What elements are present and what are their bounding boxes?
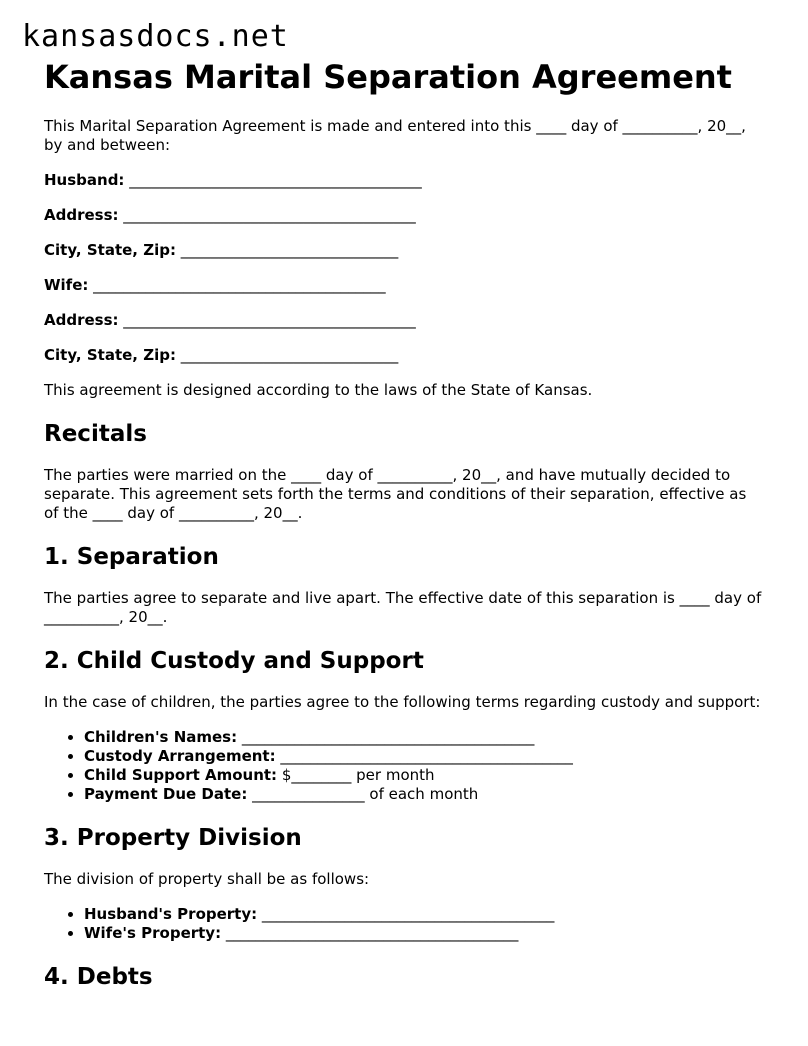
field-label: Wife: xyxy=(44,276,89,294)
property-list xyxy=(44,905,764,943)
party-field-husband-address xyxy=(44,206,764,225)
item-label: Payment Due Date: xyxy=(84,785,248,803)
party-field-husband-city xyxy=(44,241,764,260)
recitals-heading: Recitals xyxy=(44,421,147,447)
custody-paragraph: In the case of children, the parties agree to the following terms regarding custody and support: xyxy=(44,693,761,711)
item-value: _______________ of each month xyxy=(252,785,479,803)
custody-list xyxy=(44,728,764,804)
fill-blank: _____________________________ xyxy=(180,346,399,364)
list-item xyxy=(84,924,764,943)
item-value: _______________________________________ xyxy=(280,747,573,765)
list-item xyxy=(84,766,764,785)
document-title: Kansas Marital Separation Agreement xyxy=(44,58,732,96)
debts-heading: 4. Debts xyxy=(44,964,153,990)
item-label: Wife's Property: xyxy=(84,924,222,942)
item-value: _______________________________________ xyxy=(241,728,535,746)
item-label: Child Support Amount: xyxy=(84,766,278,784)
item-label: Custody Arrangement: xyxy=(84,747,276,765)
field-label: Address: xyxy=(44,206,119,224)
document-page xyxy=(44,58,764,991)
fill-blank: _______________________________________ xyxy=(123,206,416,224)
property-heading: 3. Property Division xyxy=(44,825,302,851)
field-label: Husband: xyxy=(44,171,125,189)
watermark-logo: kansasdocs.net xyxy=(22,19,289,54)
field-label: Address: xyxy=(44,311,119,329)
party-field-husband xyxy=(44,171,764,190)
list-item xyxy=(84,747,764,766)
item-value: _______________________________________ xyxy=(225,924,519,942)
fill-blank: _______________________________________ xyxy=(93,276,386,294)
recitals-paragraph: The parties were married on the ____ day of __________, 20__, and have mutually decided to separate. This agreement sets forth the terms and conditions of their separation, effective as of the ____ day of __________, 20__. xyxy=(44,466,747,522)
fill-blank: _____________________________ xyxy=(180,241,399,259)
list-item xyxy=(84,785,764,804)
field-label: City, State, Zip: xyxy=(44,241,176,259)
field-label: City, State, Zip: xyxy=(44,346,176,364)
party-field-wife-address xyxy=(44,311,764,330)
fill-blank: _______________________________________ xyxy=(123,311,416,329)
laws-statement: This agreement is designed according to the laws of the State of Kansas. xyxy=(44,381,593,399)
party-field-wife-city xyxy=(44,346,764,365)
item-label: Children's Names: xyxy=(84,728,238,746)
property-paragraph: The division of property shall be as follows: xyxy=(44,870,370,888)
item-value: $________ per month xyxy=(281,766,435,784)
list-item xyxy=(84,728,764,747)
party-field-wife xyxy=(44,276,764,295)
item-value: _______________________________________ xyxy=(261,905,555,923)
custody-heading: 2. Child Custody and Support xyxy=(44,648,424,674)
separation-heading: 1. Separation xyxy=(44,544,219,570)
separation-paragraph: The parties agree to separate and live apart. The effective date of this separation is ____ day of __________, 20__. xyxy=(44,589,762,626)
list-item xyxy=(84,905,764,924)
item-label: Husband's Property: xyxy=(84,905,258,923)
fill-blank: _______________________________________ xyxy=(129,171,422,189)
intro-paragraph: This Marital Separation Agreement is made and entered into this ____ day of __________, 20__, by and between: xyxy=(44,117,746,154)
